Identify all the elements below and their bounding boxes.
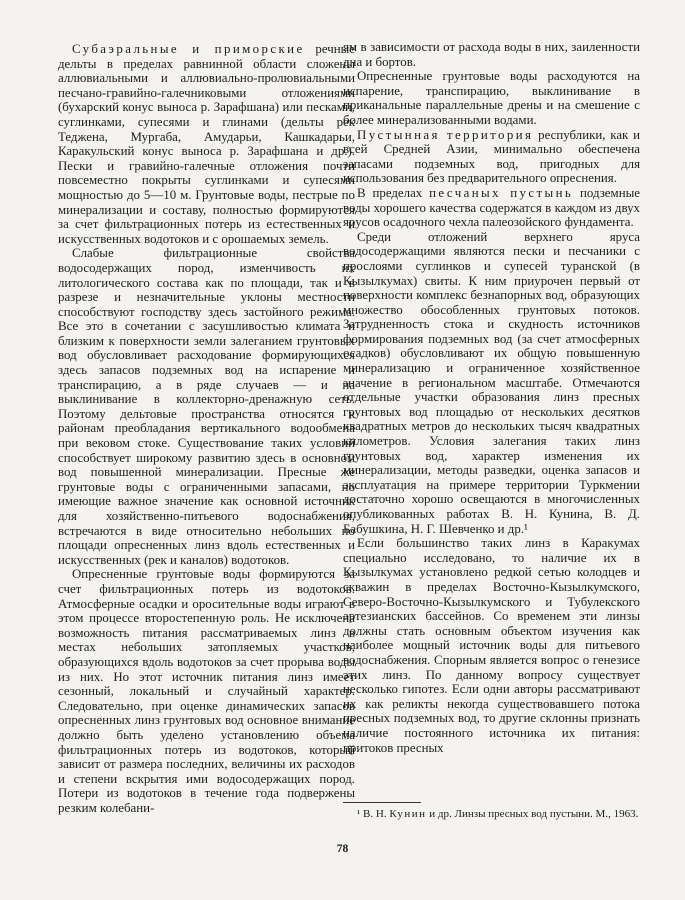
paragraph-discharge: Опресненные грунтовые воды расходуются на испарение, транспирацию, выклинивание в приканальные параллельные дрены и на смешение с более минерализованными водами. bbox=[343, 69, 640, 127]
left-column bbox=[58, 42, 355, 815]
page-number: 78 bbox=[336, 843, 349, 855]
paragraph-filtration: Слабые фильтрационные свойства водосодержащих пород, изменчивость их литологического состава как по площади, так и в разрезе и незначительные уклоны местности способствуют господству здесь застойного режима. Все это в сочетании с засушливостью климата и близким к поверхности земли залеганием грунтовых вод обусловливает расходование формирующихся здесь запасов подземных вод на испарение и транспирацию, а в ряде случаев — и на выклинивание в коллекторно-дренажную сеть. Поэтому дельтовые пространства относятся к районам преобладания вертикального водообмена при вековом стоке. Существование таких условий способствует широкому развитию здесь в основном вод повышенной минерализации. Пресные же грунтовые воды с ограниченными запасами, но имеющие важное значение как основной источник для хозяйственно-питьевого водоснабжения, встречаются в виде относительно небольших по площади опресненных линз вдоль естественных и искусственных (рек и каналов) водотоков. bbox=[58, 246, 355, 567]
footnote-author: Кунин bbox=[389, 808, 427, 820]
paragraph-deltas bbox=[58, 42, 355, 246]
footnote-rule bbox=[343, 802, 421, 803]
paragraph-desert bbox=[343, 128, 640, 186]
right-column bbox=[343, 40, 640, 755]
footnote-text bbox=[343, 808, 640, 821]
spaced-heading-deltas: Субаэральные и приморские bbox=[72, 42, 305, 56]
paragraph-upper-tier: Среди отложений верхнего яруса водосодержащими являются пески и песчаники с прослоями суглинков и супесей туранской (в Кызылкумах) свиты. К ним приурочен первый от поверхности комплекс безнапорных вод, образующих множество обособленных грунтовых потоков. Затрудненность стока и скудность источников формирования подземных вод (за счет атмосферных осадков) обусловливают их общую повышенную минерализацию и ограниченное хозяйственное значение в региональном масштабе. Отмечаются отдельные участки образования линз пресных грунтовых вод площадью от нескольких десятков квадратных метров до нескольких тысяч квадратных километров. Условия залегания таких линз грунтовых вод, характер изменения их минерализации, методы разведки, оценка запасов и эксплуатация на примере территории Туркмении достаточно хорошо освещаются в многочисленных опубликованных работах В. Н. Кунина, В. Д. Бабушкина, Н. Г. Шевченко и др.¹ bbox=[343, 229, 640, 536]
paragraph-fresh-water: Опресненные грунтовые воды формируются за счет фильтрационных потерь из водотоков. Атмосферные осадки и оросительные воды играют в этом процессе второстепенную роль. Не исключена возможность питания рассматриваемых линз в местах небольших затопляемых участков, образующихся вдоль водотоков за счет прорыва воды из них. Но этот источник питания линз имеет сезонный, локальный и случайный характер. Следовательно, при оценке динамических запасов опресненных линз грунтовых вод основное внимание должно быть уделено установлению объема фильтрационных потерь из водотоков, который зависит от размера последних, величины их расходов и степени вскрытия ими водосодержащих пород. Потери из водотоков в течение года подвержены резким колебани- bbox=[58, 567, 355, 815]
paragraph-desert-text: республики, как и всей Средней Азии, минимально обеспечена запасами подземных вод, пригодных для использования без предварительного опреснения. bbox=[343, 127, 640, 186]
footnote bbox=[343, 808, 640, 821]
spaced-heading-desert: Пустынная территория bbox=[357, 127, 534, 142]
paragraph-kyzylkum: Если большинство таких линз в Каракумах специально исследовано, то наличие их в Кызылкумах установлено редкой сетью колодцев и скважин в пределах Восточно-Кызылкумского, Северо-Восточно-Кызылкумского и Тубулекского артезианских бассейнов. Со временем эти линзы должны стать основным объектом изучения как наиболее мощный источник воды для питьевого водоснабжения. Спорным является вопрос о генезисе этих линз. По данному вопросу существует несколько гипотез. Если одни авторы рассматривают их как реликты некогда существовавшего потока пресных подземных вод, то другие склонны признать наличие постоянного источника их питания: притоков пресных bbox=[343, 536, 640, 755]
paragraph-sand-deserts bbox=[343, 186, 640, 230]
paragraph-continuation: ям в зависимости от расхода воды в них, заиленности дна и бортов. bbox=[343, 40, 640, 69]
paragraph-deltas-text: речные дельты в пределах равнинной области сложены аллювиальными и аллювиально-пролювиальными песчано-гравийно-галечниковыми отложениями (бухарский конус выноса р. Зарафшана) или песками, суглинками, супесями и глинами (дельты рек Теджена, Мургаба, Амударьи, Кашкадарьи, Каракульский конус выноса р. Зарафшана и др.). Пески и гравийно-галечные отложения почти повсеместно покрыты суглинками и супесями мощностью до 5—10 м. Грунтовые воды, пестрые по минерализации и составу, полностью формируются за счет фильтрационных потерь из естественных и искусственных водотоков и с орошаемых земель. bbox=[58, 42, 355, 246]
spaced-heading-sand: песчаных пустынь bbox=[429, 185, 574, 200]
footnote-rest: и др. Линзы пресных вод пустыни. М., 1963. bbox=[429, 808, 639, 820]
footnote-pre: ¹ В. Н. bbox=[357, 808, 387, 820]
paragraph-sand-deserts-text: подземные воды хорошего качества содержатся в каждом из двух ярусов осадочного чехла палеозойского фундамента. bbox=[343, 185, 640, 230]
paragraph-sand-deserts-pre: В пределах bbox=[357, 185, 423, 200]
